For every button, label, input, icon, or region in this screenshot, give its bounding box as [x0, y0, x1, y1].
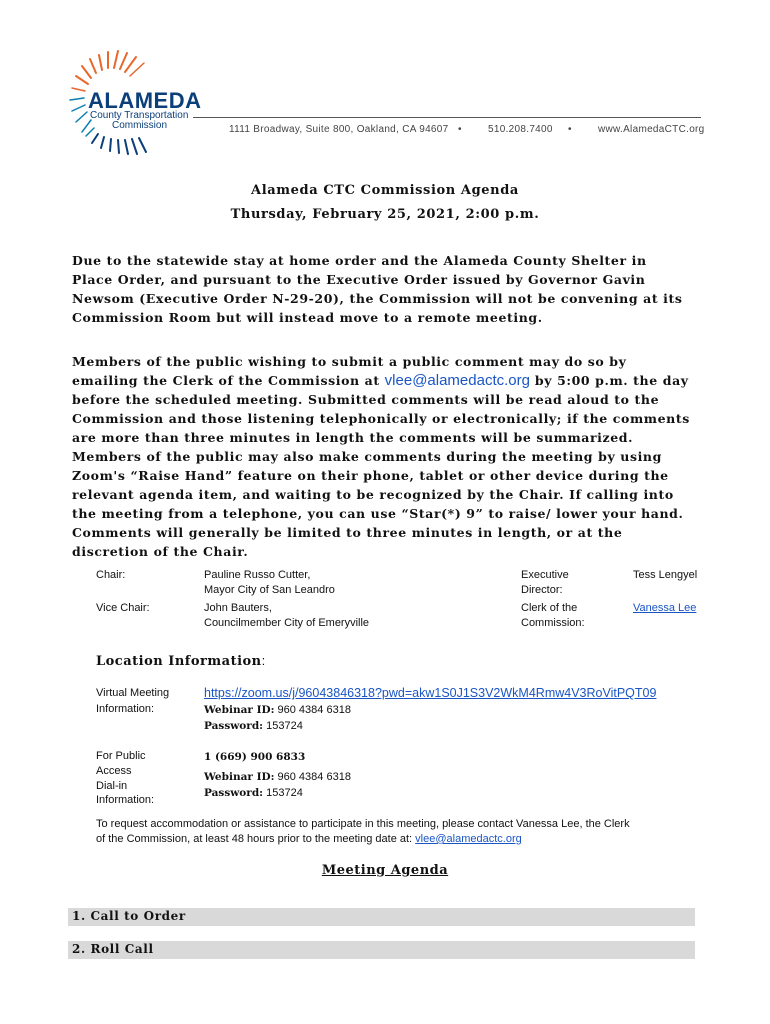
executive-director-name: Tess Lengyel	[633, 569, 698, 581]
agenda-item-2	[68, 941, 695, 959]
webinar-id-2	[204, 770, 351, 785]
accommodation-text-part: of the Commission, at least 48 hours prior to the meeting date at:	[96, 833, 416, 845]
dial-in-label-3: Dial-in	[96, 780, 128, 792]
public-comment-notice	[72, 352, 692, 561]
chair-name: Pauline Russo Cutter,	[204, 569, 311, 581]
accommodation-text: To request accommodation or assistance to participate in this meeting, please contact Vanessa Lee, the Clerk	[96, 818, 630, 830]
public-comment-text: Members of the public wishing to submit a public comment may do so by emailing the Clerk of the Commission at	[72, 354, 627, 388]
public-comment-text-2: by 5:00 p.m. the day before the scheduled meeting. Submitted comments will be read aloud to the Commission and those listening telephonically or electronically; if the comments are more than three minutes in length the comments will be summarized. Members of the public may also make comments during the meeting by using Zoom's “Raise Hand” feature on their phone, tablet or other device during the relevant agenda item, and waiting to be recognized by the Chair. If calling into the meeting from a telephone, you can use “Star(*) 9” to raise/ lower your hand. Comments will generally be limited to three minutes in length, or at the discretion of the Chair.	[72, 373, 690, 559]
remote-meeting-notice: Due to the statewide stay at home order and the Alameda County Shelter in Place Order, and pursuant to the Executive Order issued by Governor Gavin Newsom (Executive Order N-29-20), the Commission will not be convening at its Commission Room but will instead move to a remote meeting.	[72, 253, 683, 325]
header-website: www.AlamedaCTC.org	[598, 124, 705, 135]
header-rule	[193, 117, 701, 118]
vice-chair-title: Councilmember City of Emeryville	[204, 617, 370, 629]
header-phone: 510.208.7400	[488, 124, 553, 135]
webinar-id-1	[204, 703, 351, 718]
dial-in-label-4: Information:	[96, 794, 155, 806]
meeting-agenda-heading: Meeting Agenda	[321, 863, 449, 878]
agenda-item	[68, 908, 695, 926]
header-separator: •	[458, 124, 462, 135]
password-value: 153724	[263, 720, 303, 732]
webinar-id-label-2: Webinar ID:	[204, 771, 275, 783]
zoom-meeting-link[interactable]: https://zoom.us/j/96043846318?pwd=akw1S0J1S3V2WkM4Rmw4V3RoVitPQT09	[204, 686, 657, 700]
meeting-datetime: Thursday, February 25, 2021, 2:00 p.m.	[230, 207, 540, 222]
logo-subtitle: County Transportation	[90, 110, 189, 121]
accommodation-text-2	[96, 832, 522, 847]
clerk-label-2: Commission:	[521, 617, 585, 629]
vice-chair-label: Vice Chair:	[96, 602, 150, 614]
location-heading-colon: :	[261, 653, 266, 668]
header-separator-2: •	[568, 124, 572, 135]
vice-chair-name: John Bauters,	[204, 602, 272, 614]
clerk-email-link[interactable]: vlee@alamedactc.org	[384, 372, 530, 389]
webinar-id-value-2: 960 4384 6318	[274, 771, 351, 783]
dial-in-label-2: Access	[96, 765, 132, 777]
location-heading-text: Location Information	[96, 654, 262, 669]
clerk-name-link[interactable]: Vanessa Lee	[633, 602, 697, 614]
location-heading	[96, 653, 265, 669]
webinar-id-value: 960 4384 6318	[274, 704, 351, 716]
agenda-item-label: 1. Call to Order	[72, 909, 186, 923]
password-label: Password:	[204, 720, 264, 732]
chair-label: Chair:	[96, 569, 126, 581]
password-value-2: 153724	[263, 787, 303, 799]
password-2	[204, 786, 303, 801]
header-address: 1111 Broadway, Suite 800, Oakland, CA 94607	[229, 124, 449, 135]
virtual-meeting-label: Virtual Meeting	[96, 687, 170, 699]
logo-name: ALAMEDA	[88, 88, 202, 113]
executive-director-label: Executive	[521, 569, 569, 581]
agenda-item-label-2: 2. Roll Call	[72, 942, 154, 956]
executive-director-label-2: Director:	[521, 584, 563, 596]
virtual-meeting-label-2: Information:	[96, 703, 155, 715]
dial-in-phone: 1 (669) 900 6833	[204, 751, 306, 763]
dial-in-label: For Public	[96, 750, 146, 762]
logo-subtitle-2: Commission	[112, 120, 168, 131]
password-label-2: Password:	[204, 787, 264, 799]
chair-title: Mayor City of San Leandro	[204, 584, 335, 596]
webinar-id-label: Webinar ID:	[204, 704, 275, 716]
agenda-title: Alameda CTC Commission Agenda	[251, 183, 519, 198]
accommodation-email-link[interactable]: vlee@alamedactc.org	[415, 833, 522, 845]
clerk-label: Clerk of the	[521, 602, 578, 614]
password-1	[204, 719, 303, 734]
